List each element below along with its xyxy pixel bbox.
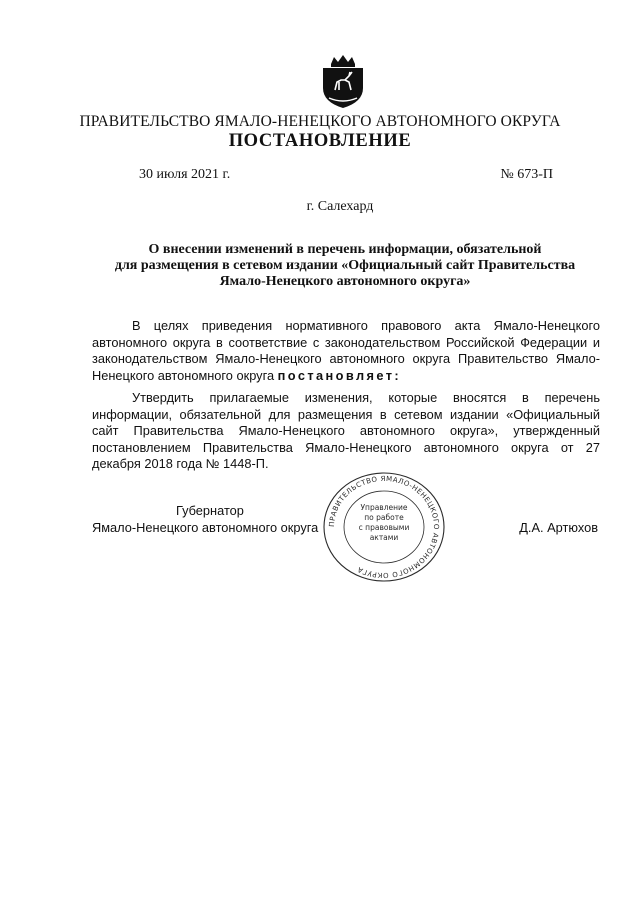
official-stamp — [318, 470, 450, 584]
subject-line: О внесении изменений в перечень информации, обязательной — [148, 242, 542, 257]
stamp-center-line: по работе — [364, 513, 404, 522]
stamp-center-line: с правовыми — [358, 523, 410, 532]
document-number: № 673-П — [500, 167, 553, 182]
government-name: ПРАВИТЕЛЬСТВО ЯМАЛО-НЕНЕЦКОГО АВТОНОМНОГО ОКРУГА — [79, 113, 561, 130]
paragraph-text: В целях приведения нормативного правового акта Ямало-Ненецкого автономного округа в соответствие с законодательством Российской Федерации и законодательством Ямало-Ненецкого автономного округа Правительство Ямало-Ненецкого автономного округа — [92, 318, 600, 383]
document-city: г. Салехард — [306, 199, 374, 214]
subject-line: для размещения в сетевом издании «Официальный сайт Правительства — [114, 258, 576, 273]
document-type: ПОСТАНОВЛЕНИЕ — [228, 131, 412, 151]
stamp-ring-text: ПРАВИТЕЛЬСТВО ЯМАЛО-НЕНЕЦКОГО АВТОНОМНОГО ОКРУГА — [327, 474, 441, 580]
resolution-keyword: постановляет: — [277, 367, 402, 383]
stamp-center-line: актами — [369, 533, 399, 542]
signatory-title-region: Ямало-Ненецкого автономного округа — [92, 520, 319, 535]
stamp-center-line: Управление — [360, 503, 408, 512]
signatory-name: Д.А. Артюхов — [519, 520, 598, 535]
subject-line: Ямало-Ненецкого автономного округа» — [219, 274, 471, 289]
coat-of-arms-icon — [319, 54, 367, 110]
signatory-title: Губернатор — [176, 503, 244, 518]
document-subject — [90, 242, 600, 290]
document-date: 30 июля 2021 г. — [139, 167, 231, 182]
body-paragraph — [92, 390, 600, 473]
paragraph-text: Утвердить прилагаемые изменения, которые вносятся в перечень информации, обязательной для размещения в сетевом издании «Официальный сайт Правительства Ямало-Ненецкого автономного округа», утвержденный постановлением Правительства Ямало-Ненецкого автономного округа от 27 декабря 2018 года № 1448-П. — [92, 390, 600, 471]
body-paragraph — [92, 318, 600, 384]
